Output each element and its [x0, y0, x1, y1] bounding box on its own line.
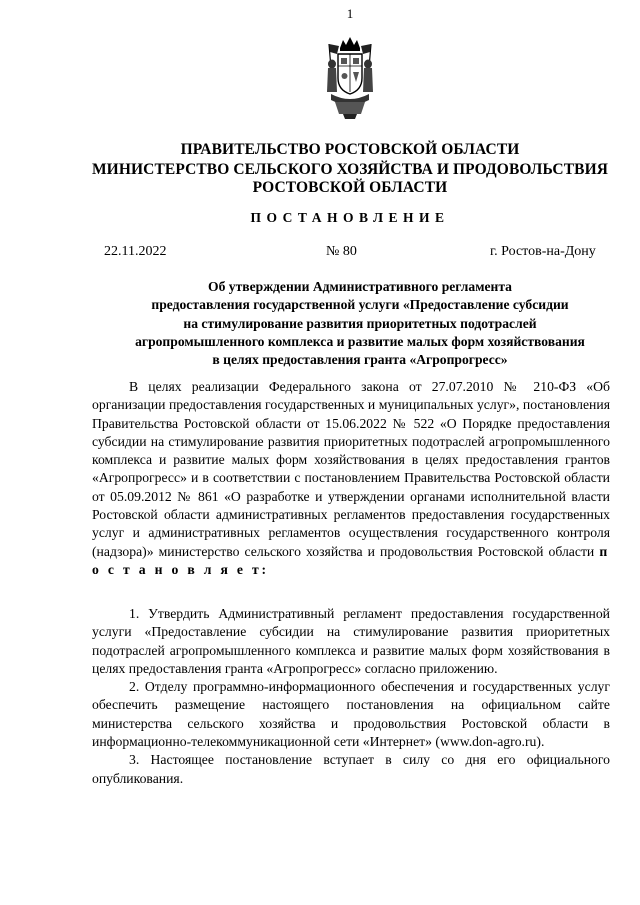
page-number: 1	[346, 6, 354, 21]
resolution-item: 1. Утвердить Административный регламент предоставления государственной услуги «Предоставление субсидии на стимулирование развития приоритетных подотраслей агропромышленного комплекса и развитие малых форм хозяйствования в целях предоставления гранта «Агропрогресс» согласно приложению.	[92, 606, 610, 676]
resolves-word: п о с т а н о в л я е т:	[92, 543, 610, 577]
subject-line: предоставления государственной услуги «Предоставление субсидии	[151, 297, 569, 313]
preamble-text: В целях реализации Федерального закона от 27.07.2010 № 210-ФЗ «Об организации предоставления государственных и муниципальных услуг», постановления Правительства Ростовской области от 15.06.2022 № 522 «О Порядке предоставления субсидии на стимулирование развития приоритетных подотраслей агропромышленного комплекса и развитие малых форм хозяйствования в целях предоставления грантов «Агропрогресс» и в соответствии с постановлением Правительства Ростовской области от 05.09.2012 № 861 «О разработке и утверждении органами исполнительной власти Ростовской области административных регламентов предоставления государственных услуг и административных регламентов осуществления государственного контроля (надзора)» министерство сельского хозяйства и продовольствия Ростовской области	[92, 379, 610, 559]
subject-line: в целях предоставления гранта «Агропрогресс»	[212, 352, 508, 368]
subject-line: агропромышленного комплекса и развитие малых форм хозяйствования	[135, 333, 585, 349]
resolution-item: 3. Настоящее постановление вступает в силу со дня его официального опубликования.	[92, 752, 610, 786]
document-date: 22.11.2022	[104, 244, 167, 259]
subject-line: на стимулирование развития приоритетных подотраслей	[183, 315, 537, 331]
document-city: г. Ростов-на-Дону	[490, 244, 596, 259]
document-number: № 80	[326, 244, 357, 259]
resolution-items	[92, 605, 610, 788]
document-type: ПОСТАНОВЛЕНИЕ	[250, 210, 450, 225]
ministry-title-line-1: МИНИСТЕРСТВО СЕЛЬСКОГО ХОЗЯЙСТВА И ПРОДОВОЛЬСТВИЯ	[91, 161, 609, 178]
preamble	[92, 378, 610, 579]
coat-of-arms-icon	[325, 34, 375, 120]
document-subject	[80, 278, 640, 369]
government-title: ПРАВИТЕЛЬСТВО РОСТОВСКОЙ ОБЛАСТИ	[180, 141, 520, 158]
subject-line: Об утверждении Административного регламента	[208, 279, 512, 294]
resolution-item: 2. Отделу программно-информационного обеспечения и государственных услуг обеспечить размещение настоящего постановления на официальном сайте министерства сельского хозяйства и продовольствия Ростовской области в информационно-телекоммуникационной сети «Интернет» (www.don-agro.ru).	[92, 679, 610, 750]
preamble-paragraph	[92, 378, 610, 579]
ministry-title-line-2: РОСТОВСКОЙ ОБЛАСТИ	[252, 179, 448, 196]
